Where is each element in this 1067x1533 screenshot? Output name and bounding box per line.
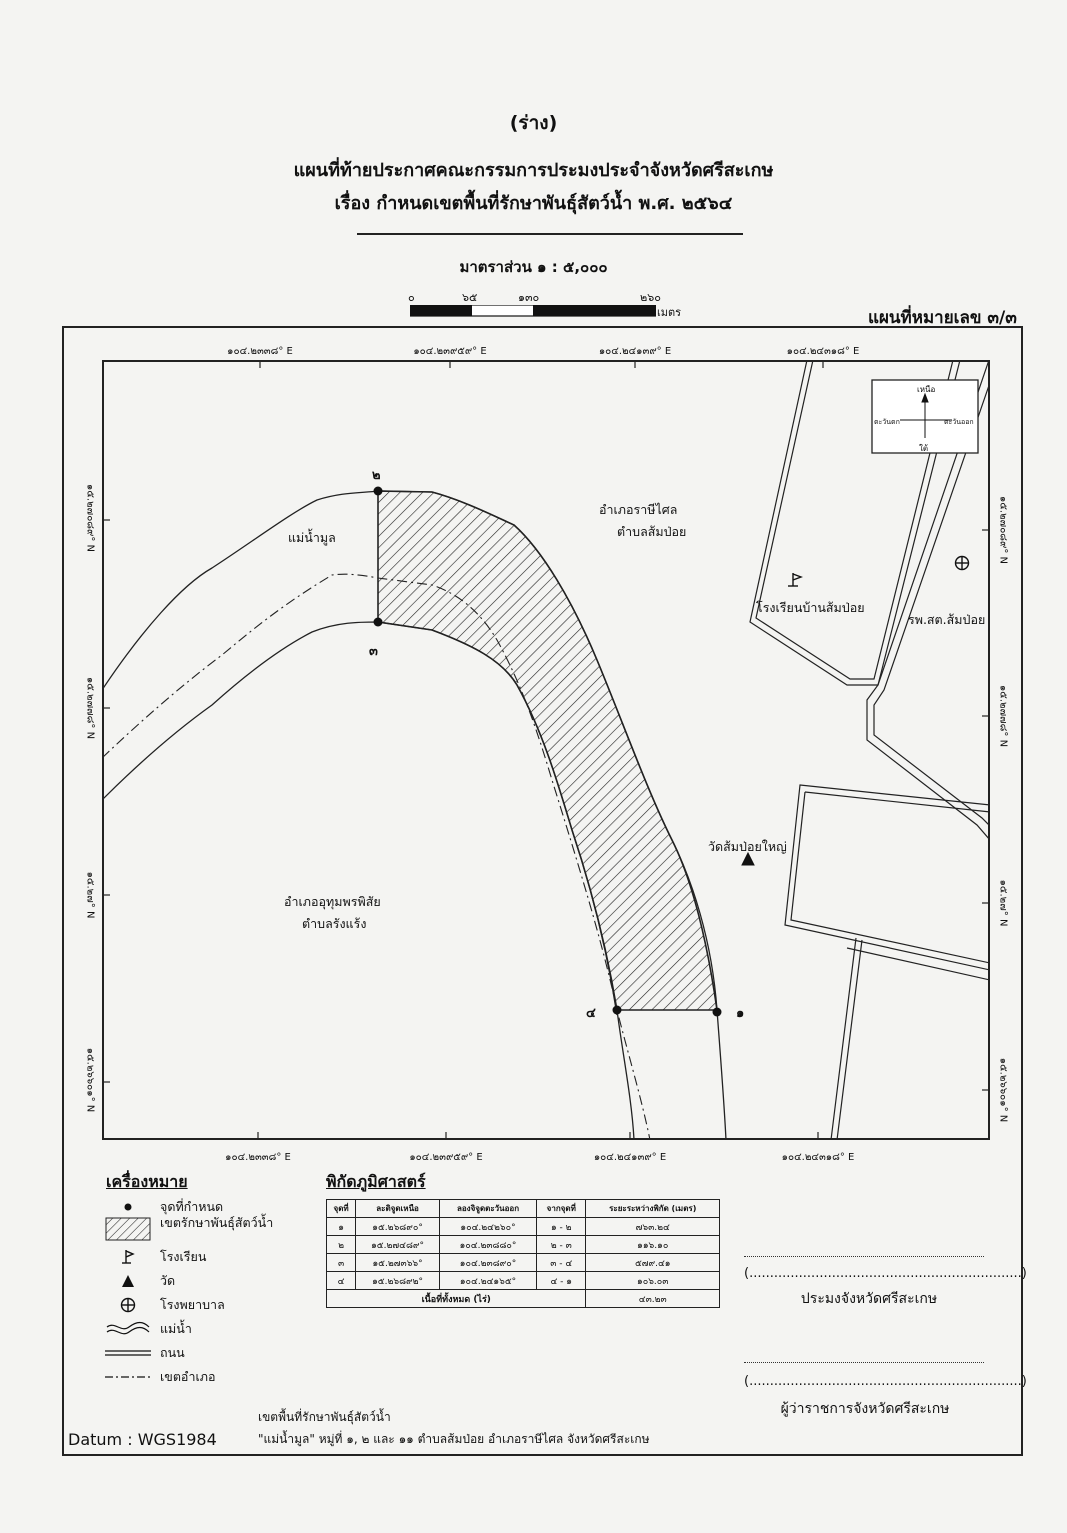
point-3-label: ๓ bbox=[369, 644, 378, 659]
lat-tick-right-1: ๑๕.๒๗๐๘๙° N bbox=[997, 495, 1009, 565]
draft-label: (ร่าง) bbox=[509, 112, 558, 134]
map-subtitle: เรื่อง กำหนดเขตพื้นที่รักษาพันธุ์สัตว์น้ำ พ.ศ. ๒๕๖๔ bbox=[334, 193, 733, 214]
road-south-west-edge bbox=[617, 1010, 634, 1140]
legend-title: เครื่องหมาย bbox=[106, 1172, 188, 1191]
point-dot-icon bbox=[104, 1197, 152, 1217]
lat-tick-left-2: ๑๕.๒๗๗๘° N bbox=[84, 676, 96, 740]
table-header-row bbox=[327, 1200, 720, 1218]
title-underline bbox=[357, 233, 743, 235]
point-2-marker bbox=[374, 487, 383, 496]
table-cell: ๔ bbox=[327, 1272, 356, 1290]
school-flag-icon bbox=[788, 573, 801, 586]
table-header: ระยะระหว่างพิกัด (เมตร) bbox=[586, 1200, 720, 1218]
geo-table-title: พิกัดภูมิศาสตร์ bbox=[326, 1172, 426, 1191]
compass-north: เหนือ bbox=[917, 385, 936, 394]
map-drawing bbox=[102, 360, 990, 1140]
footer-line-1: เขตพื้นที่รักษาพันธุ์สัตว์น้ำ bbox=[258, 1410, 391, 1424]
table-cell: ๒ bbox=[327, 1236, 356, 1254]
table-row bbox=[327, 1272, 720, 1290]
parcel-temple-inner bbox=[791, 792, 990, 963]
table-cell: ๑ bbox=[327, 1218, 356, 1236]
table-cell: ๒ - ๓ bbox=[537, 1236, 586, 1254]
school-flag-icon bbox=[104, 1247, 152, 1267]
legend-item-zone bbox=[104, 1216, 273, 1242]
table-cell: ๓ - ๔ bbox=[537, 1254, 586, 1272]
signature-name-1: (..................................................................) bbox=[744, 1266, 1027, 1281]
scale-label: มาตราส่วน ๑ : ๕,๐๐๐ bbox=[459, 258, 608, 276]
table-row bbox=[327, 1236, 720, 1254]
legend-label-road: ถนน bbox=[160, 1345, 185, 1360]
lat-tick-left-3: ๑๕.๒๗° N bbox=[84, 871, 96, 919]
lat-tick-left-1: ๑๕.๒๗๐๘๙° N bbox=[84, 483, 96, 553]
signature-line-1 bbox=[744, 1256, 984, 1257]
scale-tick-130: ๑๓๐ bbox=[518, 291, 540, 304]
lon-tick-top-4: ๑๐๔.๒๔๓๑๘° E bbox=[786, 346, 860, 357]
lon-tick-bottom-2: ๑๐๔.๒๓๙๕๙° E bbox=[409, 1152, 483, 1163]
table-header: ละติจูดเหนือ bbox=[356, 1200, 440, 1218]
lon-tick-top-3: ๑๐๔.๒๔๑๓๙° E bbox=[598, 346, 672, 357]
parcel-temple-outer bbox=[785, 785, 990, 970]
table-cell: ๑ - ๒ bbox=[537, 1218, 586, 1236]
hospital-cross-icon bbox=[104, 1295, 152, 1315]
table-total-row bbox=[327, 1290, 720, 1308]
lat-tick-right-4: ๑๕.๒๖๖๐๑° N bbox=[997, 1057, 1009, 1123]
scale-bar bbox=[410, 305, 656, 317]
lon-tick-bottom-4: ๑๐๔.๒๔๓๑๘° E bbox=[781, 1152, 855, 1163]
table-cell: ๓ bbox=[327, 1254, 356, 1272]
legend-item-temple bbox=[104, 1270, 175, 1292]
table-header: จุดที่ bbox=[327, 1200, 356, 1218]
lon-tick-top-1: ๑๐๔.๒๓๓๘° E bbox=[227, 346, 293, 357]
legend-label-school: โรงเรียน bbox=[160, 1249, 207, 1264]
compass-south: ใต้ bbox=[919, 444, 929, 453]
footer-line-2: "แม่น้ำมูล" หมู่ที่ ๑, ๒ และ ๑๑ ตำบลส้มป่อย อำเภอราษีไศล จังหวัดศรีสะเกษ bbox=[258, 1432, 650, 1446]
conservation-zone-area bbox=[378, 491, 717, 1010]
hatched-area-icon bbox=[104, 1219, 152, 1239]
total-area-value: ๔๓.๒๓ bbox=[586, 1290, 720, 1308]
legend-item-district bbox=[104, 1366, 215, 1388]
table-cell: ๑๐๖.๐๓ bbox=[586, 1272, 720, 1290]
point-3-marker bbox=[374, 618, 383, 627]
table-cell: ๑๕.๒๖๘๙๐° bbox=[356, 1218, 440, 1236]
legend-item-river bbox=[104, 1318, 192, 1340]
geo-coordinates-table bbox=[326, 1199, 720, 1308]
table-cell: ๗๖๓.๒๔ bbox=[586, 1218, 720, 1236]
map-title: แผนที่ท้ายประกาศคณะกรรมการประมงประจำจังหวัดศรีสะเกษ bbox=[293, 160, 774, 181]
compass-west: ตะวันตก bbox=[874, 418, 900, 426]
table-cell: ๑๑๖.๑๐ bbox=[586, 1236, 720, 1254]
point-1-label: ๑ bbox=[736, 1006, 745, 1021]
legend-item-school bbox=[104, 1246, 206, 1268]
compass-east: ตะวันออก bbox=[944, 418, 974, 426]
map-canvas bbox=[102, 360, 990, 1140]
table-cell: ๑๐๔.๒๓๘๙๐° bbox=[439, 1254, 536, 1272]
sheet-number: แผนที่หมายเลข ๓/๓ bbox=[868, 308, 1017, 328]
district-east-label: อำเภอราษีไศล bbox=[599, 502, 678, 517]
lon-tick-top-2: ๑๐๔.๒๓๙๕๙° E bbox=[413, 346, 487, 357]
point-1-marker bbox=[713, 1008, 722, 1017]
subdistrict-west-label: ตำบลรังแร้ง bbox=[302, 916, 367, 931]
legend-label-point: จุดที่กำหนด bbox=[160, 1199, 224, 1214]
point-4-label: ๔ bbox=[586, 1006, 596, 1021]
total-area-label: เนื้อที่ทั้งหมด (ไร่) bbox=[327, 1290, 586, 1308]
district-west-label: อำเภออุทุมพรพิสัย bbox=[284, 894, 381, 909]
lon-tick-bottom-3: ๑๐๔.๒๔๑๓๙° E bbox=[593, 1152, 667, 1163]
scale-unit: เมตร bbox=[657, 306, 682, 319]
table-cell: ๑๐๔.๒๓๘๘๐° bbox=[439, 1236, 536, 1254]
district-boundary-icon bbox=[104, 1367, 152, 1387]
table-row bbox=[327, 1218, 720, 1236]
scale-tick-0: ๐ bbox=[408, 291, 415, 304]
legend-label-river: แม่น้ำ bbox=[160, 1321, 192, 1336]
signature-name-2: (..................................................................) bbox=[744, 1374, 1027, 1389]
temple-label: วัดส้มป่อยใหญ่ bbox=[708, 839, 787, 854]
legend-label-zone: เขตรักษาพันธุ์สัตว์น้ำ bbox=[160, 1215, 274, 1230]
parcel-boundary-south bbox=[847, 948, 990, 980]
river-label: แม่น้ำมูล bbox=[288, 530, 336, 545]
road-southeast bbox=[831, 938, 862, 1140]
scale-tick-260: ๒๖๐ bbox=[640, 291, 661, 304]
subdistrict-east-label: ตำบลส้มป่อย bbox=[617, 524, 687, 539]
legend-label-hospital: โรงพยาบาล bbox=[160, 1297, 225, 1312]
school-label: โรงเรียนบ้านส้มป่อย bbox=[756, 600, 865, 615]
table-cell: ๑๐๔.๒๔๒๖๐° bbox=[439, 1218, 536, 1236]
table-cell: ๑๕.๒๗๔๘๙° bbox=[356, 1236, 440, 1254]
table-cell: ๔ - ๑ bbox=[537, 1272, 586, 1290]
scale-tick-65: ๖๕ bbox=[462, 291, 478, 304]
point-4-marker bbox=[613, 1006, 622, 1015]
table-cell: ๑๕.๒๗๓๖๖° bbox=[356, 1254, 440, 1272]
table-cell: ๑๕.๒๖๘๙๒° bbox=[356, 1272, 440, 1290]
signature-line-2 bbox=[744, 1362, 984, 1363]
lon-tick-bottom-1: ๑๐๔.๒๓๓๘° E bbox=[225, 1152, 291, 1163]
legend-item-hospital bbox=[104, 1294, 225, 1316]
table-header: ลองจิจูดตะวันออก bbox=[439, 1200, 536, 1218]
road-line-icon bbox=[104, 1343, 152, 1363]
point-2-label: ๒ bbox=[372, 468, 381, 483]
table-cell: ๕๗๙.๔๑ bbox=[586, 1254, 720, 1272]
road-south-east-edge bbox=[717, 1010, 726, 1140]
table-row bbox=[327, 1254, 720, 1272]
table-cell: ๑๐๔.๒๔๑๖๕° bbox=[439, 1272, 536, 1290]
temple-triangle-icon bbox=[104, 1271, 152, 1291]
signature-role-1: ประมงจังหวัดศรีสะเกษ bbox=[800, 1291, 938, 1307]
signature-role-2: ผู้ว่าราชการจังหวัดศรีสะเกษ bbox=[780, 1401, 950, 1417]
river-wave-icon bbox=[104, 1319, 152, 1339]
legend-label-district: เขตอำเภอ bbox=[160, 1369, 216, 1384]
lat-tick-left-4: ๑๕.๒๖๖๐๑° N bbox=[84, 1047, 96, 1113]
lat-tick-right-2: ๑๕.๒๗๗๘° N bbox=[997, 684, 1009, 748]
lat-tick-right-3: ๑๕.๒๗° N bbox=[997, 879, 1009, 927]
legend-label-temple: วัด bbox=[160, 1273, 176, 1288]
table-header: จากจุดที่ bbox=[537, 1200, 586, 1218]
legend-item-road bbox=[104, 1342, 185, 1364]
hospital-label: รพ.สต.ส้มป่อย bbox=[908, 612, 986, 627]
hospital-cross-icon bbox=[955, 556, 969, 570]
datum-label: Datum : WGS1984 bbox=[68, 1430, 217, 1449]
